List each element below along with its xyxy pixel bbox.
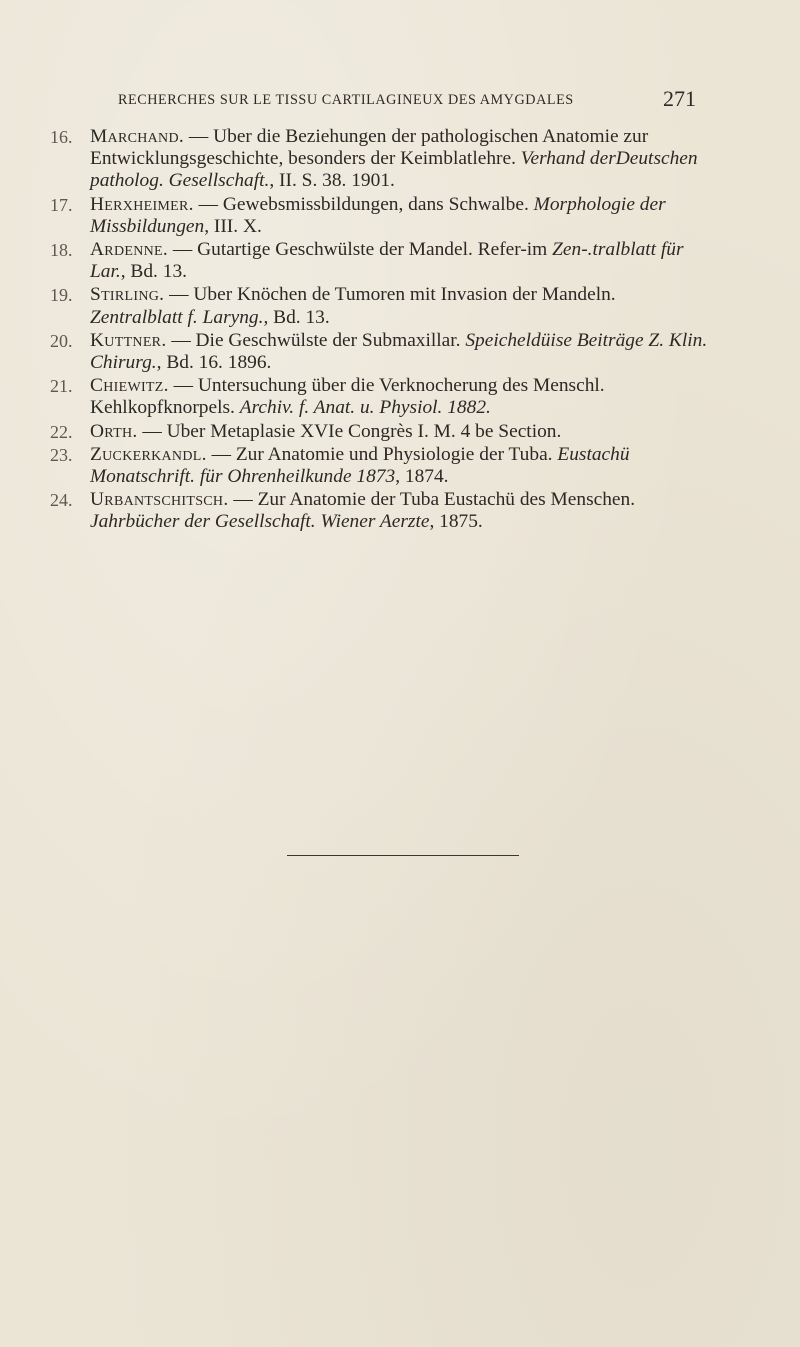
reference-text: — Uber Knöchen de Tumoren mit Invasion der Mandeln. — [164, 284, 616, 306]
reference-text: — Uber Metaplasie XVIe Congrès I. M. 4 be Section. — [137, 420, 562, 442]
reference-entry — [50, 126, 710, 193]
reference-source: Eustachü Monatschrift. für Ohrenheilkunde 1873 — [90, 443, 630, 488]
reference-number: 18. — [50, 240, 73, 261]
reference-entry — [50, 194, 710, 238]
reference-number: 20. — [50, 330, 73, 351]
reference-author: Marchand. — [90, 126, 185, 147]
reference-source: Morphologie der Missbildungen — [90, 193, 666, 237]
reference-details: , Bd. 13. — [120, 261, 187, 283]
reference-text: — Gutartige Geschwülste der Mandel. Refer-im — [168, 239, 553, 261]
reference-author: Stirling. — [90, 284, 165, 306]
reference-entry — [50, 375, 710, 419]
reference-number: 17. — [50, 194, 73, 215]
reference-text: — Zur Anatomie der Tuba Eustachü des Menschen. — [228, 489, 636, 511]
reference-text: — Gewebsmissbildungen, dans Schwalbe. — [193, 193, 534, 215]
reference-entry — [50, 444, 710, 488]
reference-number: 24. — [50, 490, 73, 511]
reference-details: , III. X. — [204, 215, 262, 237]
reference-author: Urbantschitsch. — [90, 489, 229, 511]
reference-details: , 1874. — [395, 466, 449, 488]
reference-author: Kuttner. — [90, 329, 167, 351]
reference-text: — Die Geschwülste der Submaxillar. — [166, 329, 466, 351]
reference-details: , 1875. — [429, 511, 483, 533]
reference-number: 16. — [50, 127, 73, 147]
reference-source: Speicheldüise Beiträge Z. Klin. Chirurg. — [90, 329, 708, 374]
reference-author: Chiewitz. — [90, 375, 169, 397]
reference-number: 22. — [50, 421, 73, 442]
reference-text: — Untersuchung über die Verknocherung des Menschl. Kehlkopfknorpels. — [90, 375, 605, 419]
running-title: RECHERCHES SUR LE TISSU CARTILAGINEUX DES AMYGDALES — [118, 92, 574, 108]
page-number: 271 — [663, 86, 696, 111]
reference-entry — [50, 421, 710, 443]
reference-entry — [50, 330, 710, 374]
reference-author: Herxheimer. — [90, 193, 194, 215]
reference-details: , Bd. 13. — [263, 306, 330, 328]
reference-source: Zentralblatt f. Laryng. — [90, 306, 264, 328]
bibliography-list — [50, 126, 710, 535]
reference-details: , II. S. 38. 1901. — [269, 170, 395, 192]
section-divider — [287, 855, 519, 856]
reference-number: 21. — [50, 376, 73, 397]
page-header — [118, 88, 700, 112]
reference-source: Zen-.tralblatt für Lar. — [90, 239, 684, 283]
reference-author: Ardenne. — [90, 239, 169, 261]
reference-entry — [50, 489, 710, 533]
reference-source: Archiv. f. Anat. u. Physiol. 1882. — [239, 397, 491, 419]
reference-details: , Bd. 16. 1896. — [156, 352, 272, 374]
reference-author: Zuckerkandl. — [90, 443, 207, 465]
reference-text: — Uber die Beziehungen der pathologischen Anatomie zur Entwicklungsgeschichte, besonders der Keimblatlehre. — [90, 126, 649, 170]
reference-number: 23. — [50, 444, 73, 465]
reference-entry — [50, 239, 710, 283]
reference-text: — Zur Anatomie und Physiologie der Tuba. — [206, 443, 558, 465]
reference-source: Verhand derDeutschen patholog. Gesellschaft. — [90, 148, 698, 192]
reference-source: Jahrbücher der Gesellschaft. Wiener Aerzte — [90, 511, 430, 533]
reference-author: Orth. — [90, 420, 138, 442]
reference-entry — [50, 284, 710, 328]
reference-number: 19. — [50, 285, 73, 306]
